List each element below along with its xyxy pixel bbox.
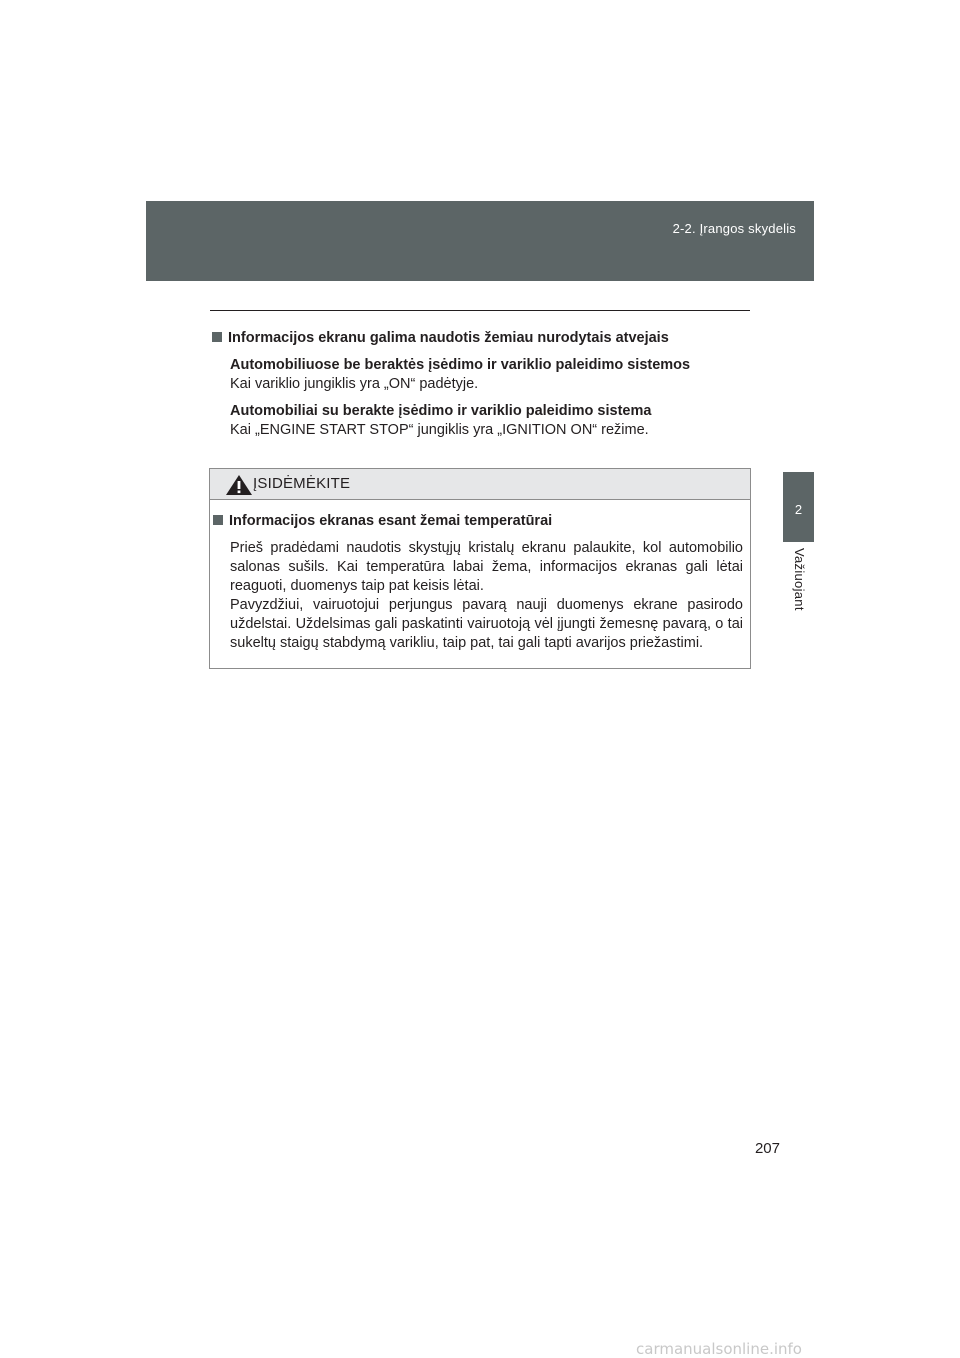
- caution-heading: [213, 512, 743, 531]
- header-band: [146, 201, 814, 281]
- condition-paragraph: [230, 356, 748, 394]
- caution-text: [230, 539, 743, 653]
- square-bullet-icon: [213, 515, 223, 525]
- page-number: 207: [754, 1140, 780, 1157]
- caution-body: [210, 500, 750, 653]
- caution-heading-text: Informacijos ekranas esant žemai temperatūrai: [229, 513, 553, 529]
- chapter-tab: [783, 472, 814, 542]
- condition-paragraph: [230, 402, 748, 440]
- section-divider: [210, 310, 750, 311]
- chapter-label: Važiuojant: [792, 548, 807, 611]
- condition-text: Kai variklio jungiklis yra „ON“ padėtyje.: [230, 376, 479, 392]
- section-title: 2-2. Įrangos skydelis: [672, 221, 796, 236]
- main-content: [212, 329, 748, 440]
- warning-triangle-icon: [225, 474, 253, 496]
- caution-title: ĮSIDĖMĖKITE: [253, 475, 351, 492]
- chapter-number: 2: [794, 502, 803, 517]
- watermark: carmanualsonline.info: [636, 1340, 802, 1358]
- caution-text-2: Pavyzdžiui, vairuotojui perjungus pavarą nauji duomenys ekrane pasirodo uždelstai. Uždelsimas gali paskatinti vairuotoją vėl įjungti žemesnę pavarą, o tai sukeltų staigų stabdymą varikliu, taip pat, tai gali tapti avarijos priežastimi.: [230, 597, 743, 651]
- caution-header: [210, 469, 750, 500]
- main-heading: [212, 329, 748, 348]
- condition-text: Kai „ENGINE START STOP“ jungiklis yra „IGNITION ON“ režime.: [230, 422, 649, 438]
- caution-box: [209, 468, 751, 669]
- caution-text-1: Prieš pradėdami naudotis skystųjų kristalų ekranu palaukite, kol automobilio salonas sušils. Kai temperatūra labai žema, informacijos ekranas gali lėtai reaguoti, duomenys taip pat keisis lėtai.: [230, 540, 743, 594]
- condition-title: Automobiliai su berakte įsėdimo ir variklio paleidimo sistema: [230, 403, 652, 419]
- condition-title: Automobiliuose be beraktės įsėdimo ir variklio paleidimo sistemos: [230, 357, 691, 373]
- chapter-label-wrap: [784, 548, 814, 628]
- square-bullet-icon: [212, 332, 222, 342]
- main-heading-text: Informacijos ekranu galima naudotis žemiau nurodytais atvejais: [228, 330, 669, 346]
